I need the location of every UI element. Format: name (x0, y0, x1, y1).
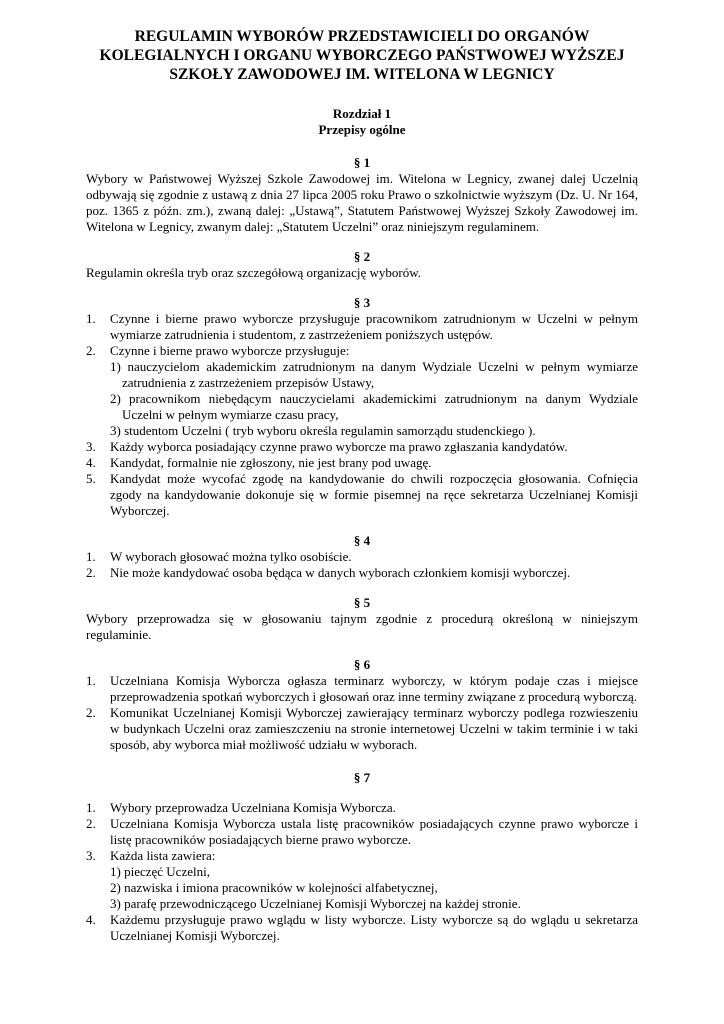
section-text: Regulamin określa tryb oraz szczegółową organizację wyborów. (86, 265, 421, 280)
item-number: 2. (86, 343, 96, 358)
section-4 (86, 533, 638, 581)
section-heading: § 2 (353, 249, 371, 264)
item-number: 2. (86, 565, 96, 580)
item-number: 1. (86, 800, 96, 815)
list-item (86, 343, 638, 439)
sub-item: 3) studentom Uczelni ( tryb wyboru określa regulamin samorządu studenckiego ). (110, 423, 536, 438)
sub-item: 1) pieczęć Uczelni, (110, 864, 210, 879)
item-number: 1. (86, 549, 96, 564)
list-item (86, 912, 638, 944)
list-item (86, 471, 638, 519)
numbered-list (86, 311, 638, 519)
item-number: 5. (86, 471, 96, 486)
item-text: Komunikat Uczelnianej Komisji Wyborczej zawierający terminarz wyborczy podlega rozwieszeniu w budynkach Uczelni oraz zamieszczeniu na stronie internetowej Uczelni w takim terminie i w taki sposób, aby wyborca miał możliwość udziału w wyborach. (110, 705, 638, 752)
item-text: Czynne i bierne prawo wyborcze przysługuje: (110, 343, 350, 358)
item-number: 2. (86, 816, 96, 831)
section-heading: § 3 (353, 295, 371, 310)
title-line: REGULAMIN WYBORÓW PRZEDSTAWICIELI DO ORGANÓW (134, 28, 590, 45)
chapter-number: Rozdział 1 (332, 106, 392, 121)
list-item (86, 549, 638, 565)
item-text: Uczelniana Komisja Wyborcza ustala listę pracowników posiadających czynne prawo wyborcze i listę pracowników posiadających bierne prawo wyborcze. (110, 816, 638, 847)
section-heading: § 6 (353, 657, 371, 672)
item-text: Wybory przeprowadza Uczelniana Komisja Wyborcza. (110, 800, 396, 815)
item-text: Każda lista zawiera: (110, 848, 216, 863)
item-number: 4. (86, 455, 96, 470)
section-text: Wybory w Państwowej Wyższej Szkole Zawodowej im. Witelona w Legnicy, zwanej dalej Uczelnią odbywają się zgodnie z ustawą z dnia 27 lipca 2005 roku Prawo o szkolnictwie wyższym (Dz. U. Nr 164, poz. 1365 z późn. zm.), zwaną dalej: „Ustawą”, Statutem Państwowej Wyższej Szkoły Zawodowej im. Witelona w Legnicy, zwanym dalej: „Statutem Uczelni” oraz niniejszym regulaminem. (86, 171, 638, 234)
item-text: Kandydat może wycofać zgodę na kandydowanie do chwili rozpoczęcia głosowania. Cofnięcia zgody na kandydowanie dokonuje się w formie pisemnej na ręce sekretarza Uczelnianej Komisji Wyborczej. (110, 471, 638, 518)
list-item (86, 673, 638, 705)
numbered-list (86, 673, 638, 753)
section-1 (86, 155, 638, 235)
numbered-list (86, 549, 638, 581)
section-text: Wybory przeprowadza się w głosowaniu tajnym zgodnie z procedurą określoną w niniejszym regulaminie. (86, 611, 638, 642)
section-heading: § 4 (353, 533, 371, 548)
list-item (86, 848, 638, 912)
sub-item: 2) pracownikom niebędącym nauczycielami akademickimi zatrudnionym na danym Wydziale Uczelni w pełnym wymiarze czasu pracy, (110, 391, 638, 422)
section-heading: § 5 (353, 595, 371, 610)
item-number: 3. (86, 848, 96, 863)
sub-item: 3) parafę przewodniczącego Uczelnianej Komisji Wyborczej na każdej stronie. (110, 896, 521, 911)
title-line: KOLEGIALNYCH I ORGANU WYBORCZEGO PAŃSTWOWEJ WYŻSZEJ (99, 47, 625, 64)
list-item (86, 439, 638, 455)
item-number: 1. (86, 311, 96, 326)
list-item (86, 455, 638, 471)
chapter-subtitle: Przepisy ogólne (318, 122, 406, 137)
section-6 (86, 657, 638, 753)
item-text: W wyborach głosować można tylko osobiście. (110, 549, 352, 564)
list-item (86, 705, 638, 753)
title-line: SZKOŁY ZAWODOWEJ IM. WITELONA W LEGNICY (169, 66, 555, 83)
item-number: 3. (86, 439, 96, 454)
section-heading: § 7 (353, 770, 371, 785)
list-item (86, 565, 638, 581)
section-heading: § 1 (353, 155, 371, 170)
sub-list (110, 864, 638, 912)
chapter-heading (86, 106, 638, 138)
item-text: Każdemu przysługuje prawo wglądu w listy wyborcze. Listy wyborcze są do wglądu u sekretarza Uczelnianej Komisji Wyborczej. (110, 912, 638, 943)
sub-item: 1) nauczycielom akademickim zatrudnionym na danym Wydziale Uczelni w pełnym wymiarze zatrudnienia z zastrzeżeniem przepisów Ustawy, (110, 359, 638, 390)
section-3 (86, 295, 638, 519)
section-2 (86, 249, 638, 281)
section-5 (86, 595, 638, 643)
item-text: Uczelniana Komisja Wyborcza ogłasza terminarz wyborczy, w którym podaje czas i miejsce przeprowadzenia spotkań wyborczych i głosowań oraz inne terminy związane z procedurą wyborczą. (110, 673, 638, 704)
item-number: 2. (86, 705, 96, 720)
item-number: 1. (86, 673, 96, 688)
numbered-list (86, 800, 638, 944)
item-text: Nie może kandydować osoba będąca w danych wyborach członkiem komisji wyborczej. (110, 565, 571, 580)
list-item (86, 800, 638, 816)
list-item (86, 311, 638, 343)
sub-list (110, 359, 638, 439)
document-title (86, 27, 638, 84)
item-text: Kandydat, formalnie nie zgłoszony, nie jest brany pod uwagę. (110, 455, 432, 470)
sub-item: 2) nazwiska i imiona pracowników w kolejności alfabetycznej, (110, 880, 438, 895)
section-7 (86, 770, 638, 944)
item-number: 4. (86, 912, 96, 927)
item-text: Czynne i bierne prawo wyborcze przysługuje pracownikom zatrudnionym w Uczelni w pełnym wymiarze zatrudnienia i studentom, z zastrzeżeniem poniższych ustępów. (110, 311, 638, 342)
list-item (86, 816, 638, 848)
item-text: Każdy wyborca posiadający czynne prawo wyborcze ma prawo zgłaszania kandydatów. (110, 439, 568, 454)
